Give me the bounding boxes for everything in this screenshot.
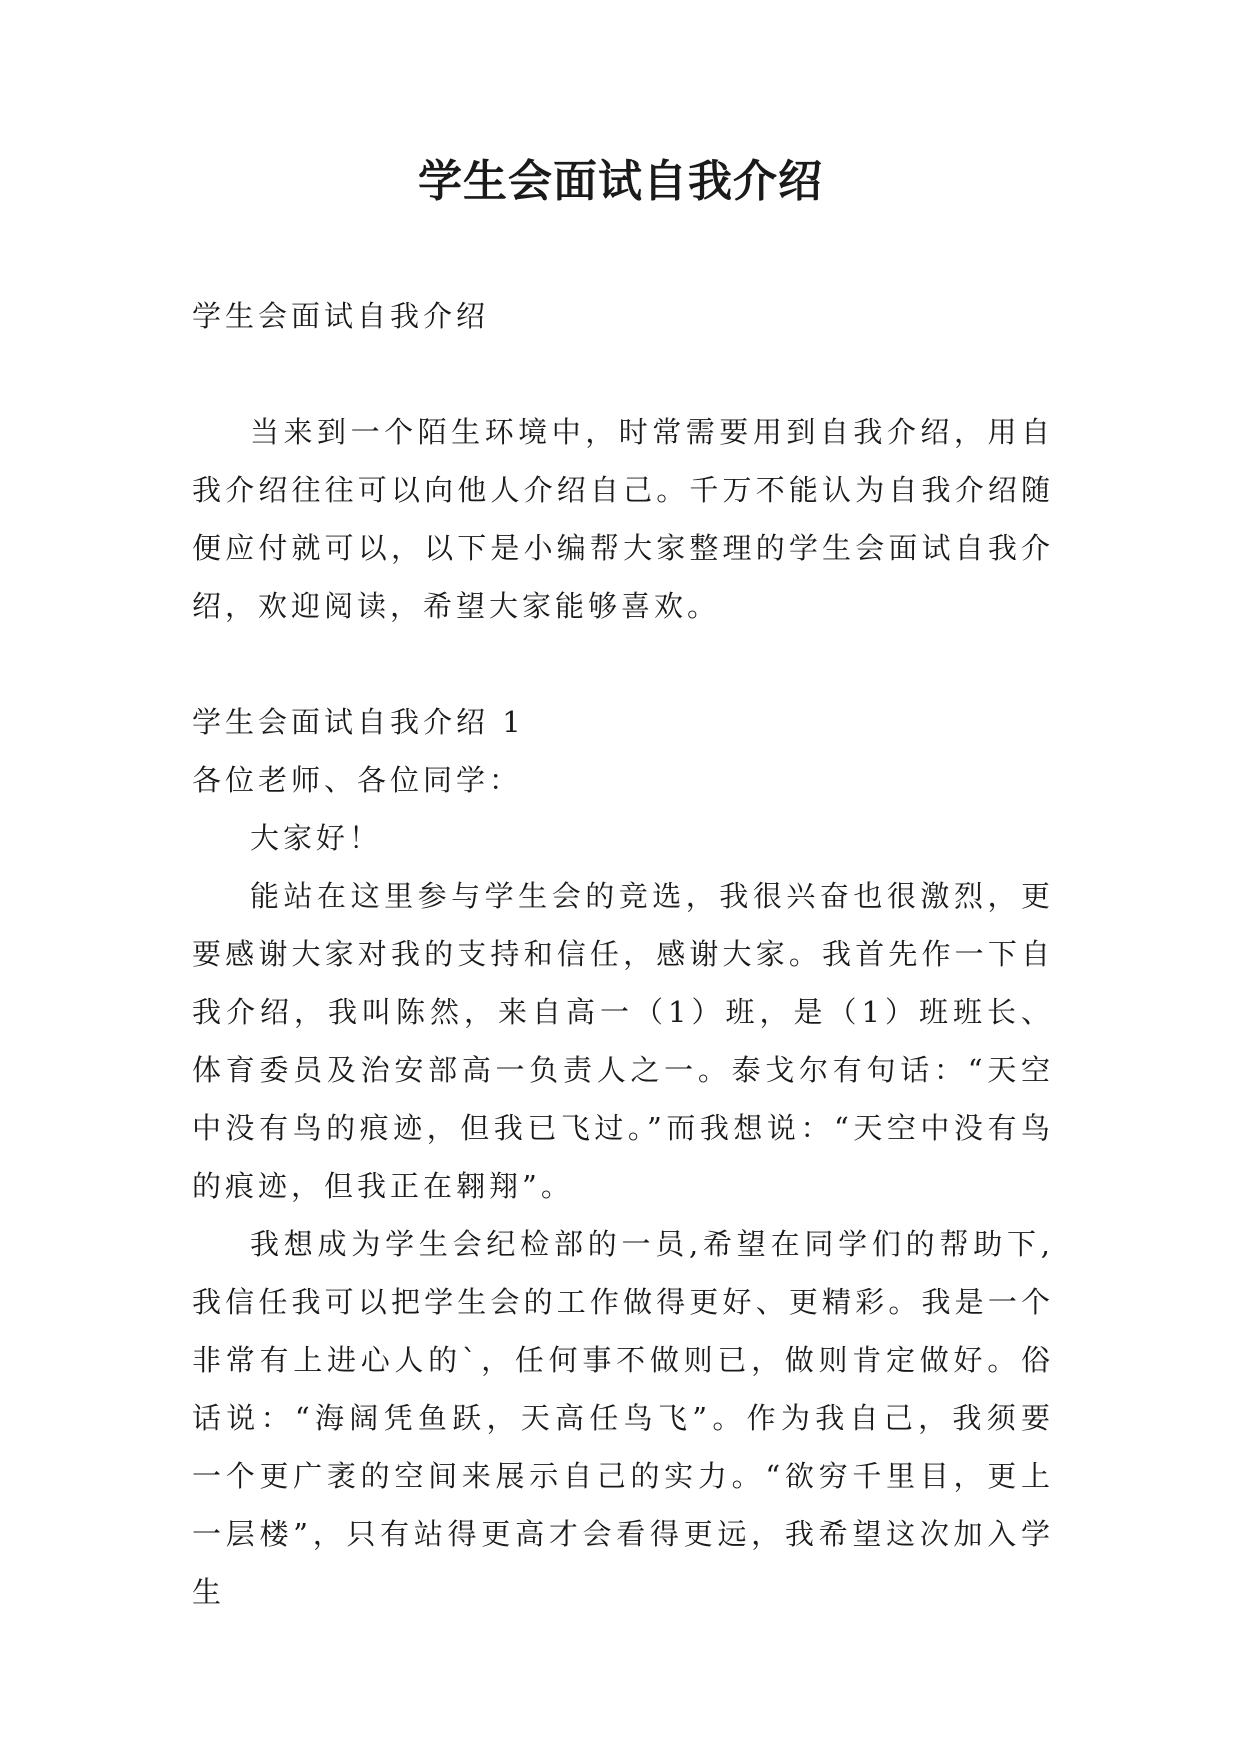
salutation: 各位老师、各位同学： <box>192 763 523 797</box>
document-body <box>192 287 1054 1621</box>
greeting: 大家好！ <box>250 821 383 855</box>
body-paragraph: 我想成为学生会纪检部的一员,希望在同学们的帮助下,我信任我可以把学生会的工作做得更好、更精彩。我是一个非常有上进心人的`，任何事不做则已，做则肯定做好。俗话说：“海阔凭鱼跃，天高任鸟飞”。作为我自己，我须要一个更广袤的空间来展示自己的实力。“欲穷千里目，更上一层楼”，只有站得更高才会看得更远，我希望这次加入学生 <box>192 1227 1054 1609</box>
body-paragraph: 能站在这里参与学生会的竞选，我很兴奋也很激烈，更要感谢大家对我的支持和信任，感谢大家。我首先作一下自我介绍，我叫陈然，来自高一（1）班，是（1）班班长、体育委员及治安部高一负责人之一。泰戈尔有句话：“天空中没有鸟的痕迹，但我已飞过。”而我想说：“天空中没有鸟的痕迹，但我正在翱翔”。 <box>192 879 1054 1203</box>
section-heading: 学生会面试自我介绍 1 <box>192 705 525 739</box>
document-subtitle: 学生会面试自我介绍 <box>192 299 490 333</box>
intro-paragraph: 当来到一个陌生环境中，时常需要用到自我介绍，用自我介绍往往可以向他人介绍自己。千万不能认为自我介绍随便应付就可以，以下是小编帮大家整理的学生会面试自我介绍，欢迎阅读，希望大家能够喜欢。 <box>192 415 1054 623</box>
document-title: 学生会面试自我介绍 <box>418 156 823 207</box>
